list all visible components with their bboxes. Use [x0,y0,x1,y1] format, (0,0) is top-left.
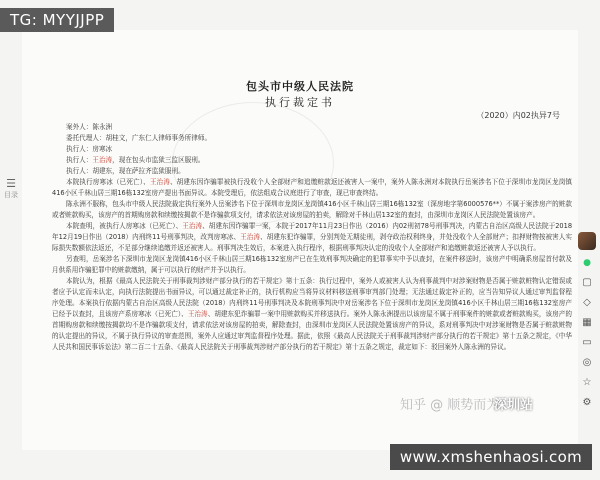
highlighted-name: 王治涛 [187,310,208,318]
court-name: 包头市中级人民法院 [246,80,354,93]
party-line: 执行人：房寒冰 [66,145,113,153]
party-line: 案外人：陈永洲 [66,123,113,131]
folder-icon[interactable]: ▭ [582,337,592,348]
toc-label: 目录 [4,191,18,199]
document-title: 执行裁定书 [265,96,335,109]
telegram-tag: TG: MYYJJPP [0,8,114,32]
highlighted-name: 王治涛 [240,233,261,241]
body-paragraph: 本院查明，被执行人房寒冰（已死亡）、王治涛、胡建东因诈骗罪一案，本院于2017年11月23日作出（2016）内02刑初78号刑事判决，内蒙古自治区高级人民法院于2018年12月19日作出（2018）内刑终11号刑事判决，改判房寒冰、王治涛、胡建东犯诈骗罪，分别判处无期徒刑，剥夺政治权利终身，并处没收个人全部财产；扣押财物按被害人实际损失数额依法返还，不足部分继续追缴并返还被害人。刑事判决生效后，本案进入执行程序，根据刑事判决认定的没收个人全部财产和追缴赃款返还被害人予以执行。 [52,222,573,252]
online-dot-icon: ● [583,258,591,268]
website-url-banner: www.xmshenhaosi.com [390,444,592,470]
highlighted-name: 王治涛 [149,178,170,186]
brand-watermark: 深圳站 [494,398,534,413]
grid-icon[interactable]: ▦ [582,317,592,328]
document-page [22,30,578,450]
highlighted-name: 王治涛 [92,156,113,164]
highlighted-name: 王治涛 [182,222,203,230]
party-line: 委托代理人：胡桂文，广东仁人律师事务所律师。 [66,134,212,142]
settings-icon[interactable]: ⚙ [582,397,592,408]
body-paragraph: 本院执行房寒冰（已死亡）、王治涛、胡建东因诈骗罪被执行没收个人全部财产和追缴赃款返还被害人一案中，案外人陈永洲对本院执行岳案涉名下位于深圳市龙岗区龙岗镇416小区千林山居三期16栋132室房产提出书面异议。本院受理后，依法组成合议庭进行了审查，现已审查终结。 [52,178,573,197]
cube-icon[interactable]: ◇ [583,297,591,308]
list-icon: ☰ [6,177,16,190]
body-paragraph: 陈永洲不服称，包头市中级人民法院裁定执行案外人岳案涉名下位于深圳市龙岗区龙岗镇416小区千林山居三期16栋132室（深房地字第6000576**）不属于案涉房产的赃款或者赃款购买，该房产的首期购房款和续缴按揭款不是诈骗款项支付，请求依法对该房屋的拍卖，解除对千林山居132室的查封，由深圳市龙岗区人民法院处置该房产。 [52,200,572,219]
party-line: 执行人：胡建东，现在萨拉齐监狱服刑。 [66,167,185,175]
avatar[interactable] [578,232,596,250]
document-body [52,122,572,353]
body-paragraph: 另查明，岳案涉名下深圳市龙岗区龙岗镇416小区千林山居三期16栋132室房产已在生效刑事判决确定的犯罪事实中予以查封，在案件移送时，该房产中明确系房屋首付款及月供系用诈骗犯罪中的赃款缴纳，属于可以执行的财产并予以执行。 [52,255,572,274]
party-line: 执行人：王治涛，现在包头市监狱三监区服刑。 [66,156,205,164]
compass-icon[interactable]: ◎ [582,357,592,368]
chat-icon[interactable]: ▢ [582,277,592,288]
case-number: （2020）内02执异7号 [476,111,560,120]
body-paragraph: 本院认为，根据《最高人民法院关于刑事裁判涉财产部分执行的若干规定》第十五条：执行过程中，案外人或被害人认为刑事裁判中对涉案财物是否属于赃款赃物认定错误或者应予认定而未认定，向执行法院提出书面异议，可以通过裁定补正的，执行机构应当将异议材料移送刑事审判部门处理；无法通过裁定补正的，应当告知异议人通过审判监督程序处理。本案执行依据内蒙古自治区高级人民法院（2018）内刑终11号刑事判决及本院刑事判决中对岳案涉名下位于深圳市龙岗区龙岗镇416小区千林山居三期16栋132室房产已经予以查封，且该房产系房寒冰（已死亡）、王治涛、胡建东犯诈骗罪一案中用赃款购买并移送执行。案外人陈永洲提出以该房屋不属于刑事案件的赃款或者赃款购买，该房产的首期购房款和续缴按揭款均不是诈骗款项支付，请求依法对该房屋的拍卖，解除查封，由深圳市龙岗区人民法院处置该房产的异议，系对刑事判决中对涉案财物是否属于赃款赃物的认定提出的异议，不属于执行异议的审查范围，案外人应通过审判监督程序处理。据此，依照《最高人民法院关于刑事裁判涉财产部分执行的若干规定》第十五条之规定，《中华人民共和国民事诉讼法》第二百二十五条、《最高人民法院关于刑事裁判涉财产部分执行的若干规定》第十五条之规定，裁定如下：驳回案外人陈永洲的异议。 [52,277,572,351]
right-sidebar [576,232,598,410]
zhihu-watermark: 知乎 @ 顺势而为 [400,398,500,413]
toc-button[interactable] [4,177,18,200]
star-icon[interactable]: ☆ [582,377,592,388]
